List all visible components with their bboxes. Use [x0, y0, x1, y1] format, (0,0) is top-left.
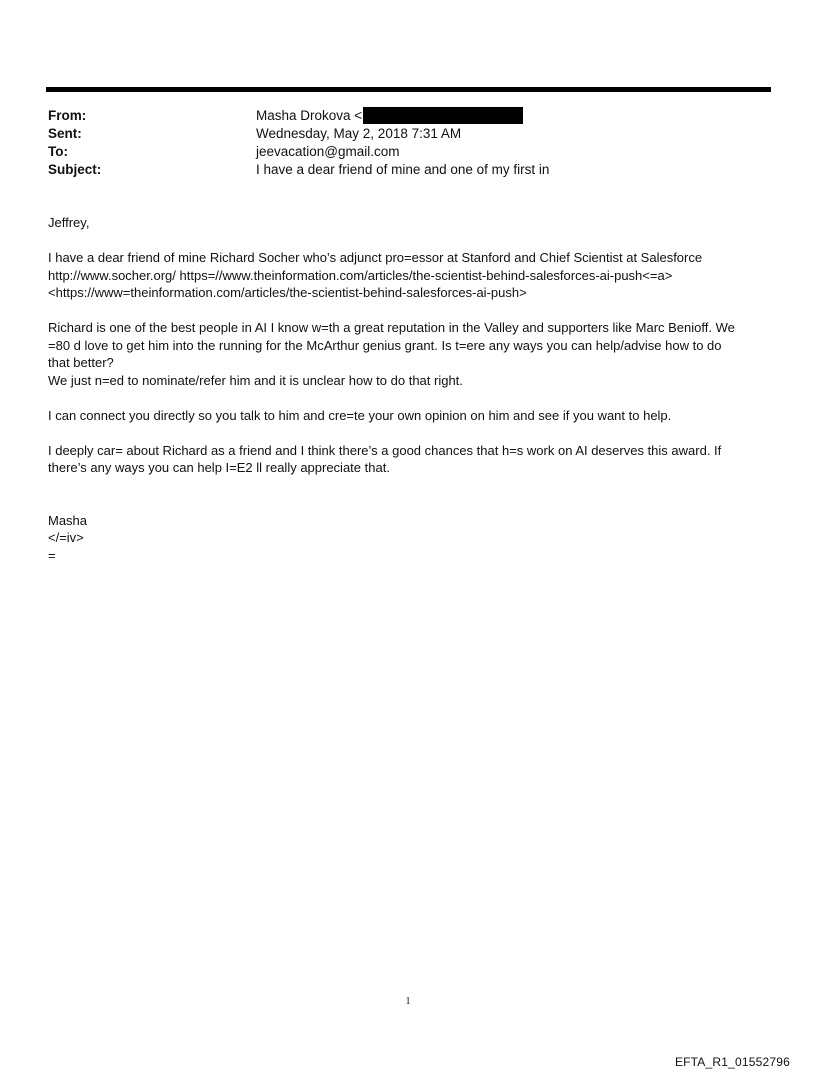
paragraph-line: =80 d love to get him into the running for the McArthur genius grant. Is t=ere any ways you can help/advise how to do	[48, 337, 722, 353]
paragraph-line: Richard is one of the best people in AI I know w=th a great reputation in the Valley and supporters like Marc Benioff. We	[48, 320, 735, 335]
sent-label: Sent:	[48, 126, 82, 141]
from-row	[48, 107, 768, 125]
paragraph-line: We just n=ed to nominate/refer him and it is unclear how to do that right.	[48, 372, 463, 388]
sent-row	[48, 125, 768, 143]
to-value: jeevacation@gmail.com	[256, 144, 400, 159]
subject-value: I have a dear friend of mine and one of my first in	[256, 162, 550, 177]
paragraph-line: I deeply car= about Richard as a friend and I think there’s a good chances that h=s work on AI deserves this award. If	[48, 442, 722, 458]
paragraph-1	[48, 249, 778, 302]
page-number: 1	[405, 996, 411, 1007]
from-value	[256, 107, 523, 125]
subject-row	[48, 161, 768, 179]
greeting	[48, 214, 778, 232]
email-header	[48, 107, 768, 179]
subject-label: Subject:	[48, 162, 102, 177]
blank-line	[48, 494, 778, 512]
paragraph-line: I can connect you directly so you talk to him and cre=te your own opinion on him and see if you want to help.	[48, 407, 672, 423]
to-label: To:	[48, 144, 68, 159]
to-row	[48, 143, 768, 161]
paragraph-line: that better?	[48, 355, 114, 370]
paragraph-line: http://www.socher.org/ https=//www.theinformation.com/articles/the-scientist-behind-salesforces-ai-push<=a>	[48, 267, 673, 283]
paragraph-3	[48, 407, 778, 425]
paragraph-2	[48, 319, 778, 389]
email-body	[48, 214, 778, 564]
paragraph-4	[48, 442, 778, 477]
paragraph-line: <https://www=theinformation.com/articles/the-scientist-behind-salesforces-ai-push>	[48, 285, 527, 300]
redaction-block	[363, 107, 523, 124]
paragraph-line: there’s any ways you can help I=E2 ll really appreciate that.	[48, 460, 390, 475]
greeting-line: Jeffrey,	[48, 215, 90, 230]
header-divider	[46, 87, 771, 92]
document-id: EFTA_R1_01552796	[674, 1055, 790, 1069]
paragraph-line: I have a dear friend of mine Richard Socher who’s adjunct pro=essor at Stanford and Chief Scientist at Salesforce	[48, 250, 703, 265]
signature: Masha	[48, 512, 88, 528]
trailer-line: </=iv>	[48, 530, 84, 545]
from-name: Masha Drokova <	[256, 108, 363, 123]
signature-block	[48, 512, 778, 565]
trailer-line: =	[48, 547, 56, 563]
from-label: From:	[48, 108, 87, 123]
sent-value: Wednesday, May 2, 2018 7:31 AM	[256, 126, 462, 141]
